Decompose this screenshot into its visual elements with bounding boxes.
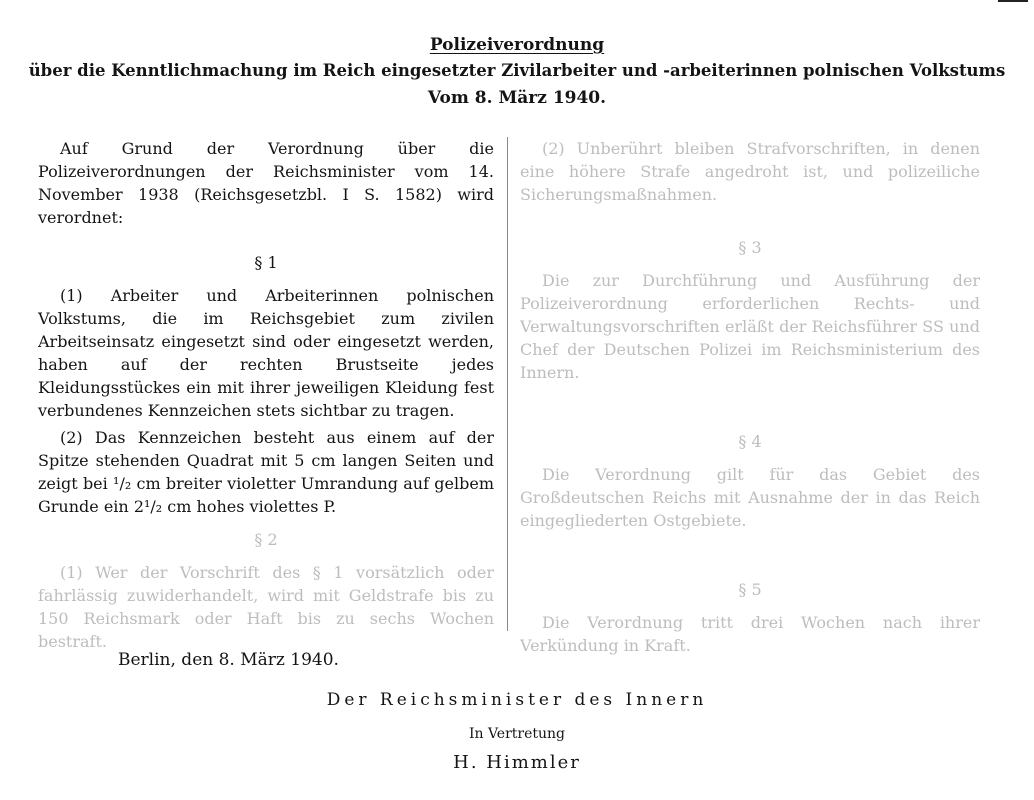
document-title: Polizeiverordnung bbox=[429, 35, 605, 55]
preamble: Auf Grund der Verordnung über die Polizeiverordnungen der Reichsminister vom 14. November 1938 (Reichsgesetzbl. I S. 1582) wird verordnet: bbox=[38, 139, 494, 227]
section-5-heading: § 5 bbox=[738, 580, 762, 599]
signatory-name: H. Himmler bbox=[453, 752, 581, 773]
section-3-text: Die zur Durchführung und Ausführung der Polizeiverordnung erforderlichen Rechts- und Verwaltungsvorschriften erläßt der Reichsführer SS und Chef der Deutschen Polizei im Reichsministerium des Innern. bbox=[520, 271, 980, 382]
document-date: Vom 8. März 1940. bbox=[427, 88, 607, 108]
section-2-paragraph-2: (2) Unberührt bleiben Strafvorschriften, in denen eine höhere Strafe angedroht ist, und polizeiliche Sicherungsmaßnahmen. bbox=[520, 139, 980, 204]
left-column bbox=[38, 137, 494, 518]
section-3-heading: § 3 bbox=[738, 238, 762, 257]
section-1-paragraph-2: (2) Das Kennzeichen besteht aus einem auf der Spitze stehenden Quadrat mit 5 cm langen Seiten und zeigt bei ¹/₂ cm breiter violetter Umrandung auf gelbem Grunde ein 2¹/₂ cm hohes violettes P. bbox=[38, 428, 494, 516]
right-column bbox=[520, 137, 980, 657]
signatory-office: Der Reichsminister des Innern bbox=[326, 690, 708, 710]
column-divider bbox=[507, 137, 508, 631]
section-4-heading: § 4 bbox=[738, 432, 762, 451]
section-2-heading: § 2 bbox=[254, 530, 278, 549]
corner-mark bbox=[998, 0, 1028, 2]
left-column-section-2 bbox=[38, 528, 494, 653]
place-and-date: Berlin, den 8. März 1940. bbox=[118, 650, 339, 670]
section-5-text: Die Verordnung tritt drei Wochen nach ihrer Verkündung in Kraft. bbox=[520, 613, 980, 655]
document-subtitle: über die Kenntlichmachung im Reich eingesetzter Zivilarbeiter und -arbeiterinnen polnischen Volkstums bbox=[28, 61, 1006, 80]
section-4-text: Die Verordnung gilt für das Gebiet des Großdeutschen Reichs mit Ausnahme der in das Reich eingegliederten Ostgebiete. bbox=[520, 465, 980, 530]
section-1-paragraph-1: (1) Arbeiter und Arbeiterinnen polnischen Volkstums, die im Reichsgebiet zum zivilen Arbeitseinsatz eingesetzt sind oder eingesetzt werden, haben auf der rechten Brustseite jedes Kleidungsstückes ein mit ihrer jeweiligen Kleidung fest verbundenes Kennzeichen stets sichtbar zu tragen. bbox=[38, 286, 494, 420]
deputy-note: In Vertretung bbox=[468, 726, 566, 742]
section-1-heading: § 1 bbox=[254, 253, 278, 272]
document-header bbox=[0, 32, 1034, 112]
section-2-paragraph-1: (1) Wer der Vorschrift des § 1 vorsätzlich oder fahrlässig zuwiderhandelt, wird mit Geldstrafe bis zu 150 Reichsmark oder Haft bis zu sechs Wochen bestraft. bbox=[38, 563, 494, 651]
